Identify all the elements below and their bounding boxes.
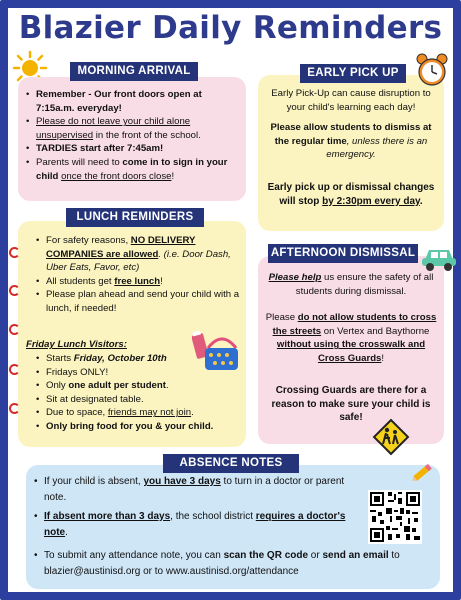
early-pick-up-text-3: Early pick up or dismissal changes will stop by 2:30pm every day. (267, 182, 435, 207)
morning-arrival-header: MORNING ARRIVAL (70, 62, 198, 81)
list-item: • Please do not leave your child alone unsupervised in the front of the school. (26, 115, 242, 142)
list-item: • All students get free lunch! (36, 275, 242, 289)
early-pick-up-header: EARLY PICK UP (300, 64, 406, 83)
qr-code-icon[interactable] (368, 490, 422, 544)
hook-icon (9, 247, 20, 258)
lunch-box-icon (192, 326, 240, 372)
pencil-icon (409, 458, 437, 486)
alarm-clock-icon (414, 52, 450, 88)
list-item: • TARDIES start after 7:45am! (26, 142, 242, 156)
lunch-visitors-heading: Friday Lunch Visitors: (26, 339, 127, 350)
car-icon (421, 242, 457, 272)
list-item: • If absent more than 3 days, the school district requires a doctor's note. (34, 509, 356, 540)
hook-icon (9, 364, 20, 375)
list-item: • Due to space, friends may not join. (36, 406, 242, 420)
crossing-sign-icon (371, 417, 411, 457)
list-item: • Fridays ONLY! (36, 366, 242, 380)
page-title: Blazier Daily Reminders (18, 10, 443, 46)
list-item: • Please plan ahead and send your child with a lunch, if needed! (36, 288, 242, 315)
lunch-list (36, 234, 242, 316)
morning-arrival-list (26, 88, 242, 183)
early-pick-up-text-2: Please allow students to dismiss at the regular time, unless there is an emergency. (270, 122, 432, 161)
absence-notes-header: ABSENCE NOTES (163, 454, 299, 473)
afternoon-text-2: Please do not allow students to cross the streets on Vertex and Baythorne without using the crosswalk and Cross Guards! (265, 312, 437, 364)
list-item: • Only bring food for you & your child. (36, 420, 242, 434)
list-item: • Parents will need to come in to sign in your child once the front doors close! (26, 156, 242, 183)
list-item: • To submit any attendance note, you can scan the QR code or send an email to blazier@austinisd.org or to www.austinisd.org/attendance (34, 548, 434, 579)
absence-list-submit (34, 548, 434, 579)
hook-icon (9, 285, 20, 296)
afternoon-text-1: Please help us ensure the safety of all students during dismissal. (268, 272, 434, 297)
list-item: • Remember - Our front doors open at 7:15a.m. everyday! (26, 88, 242, 115)
list-item: • For safety reasons, NO DELIVERY COMPANIES are allowed. (i.e. Door Dash, Uber Eats, Favor, etc) (36, 234, 242, 275)
list-item: • Only one adult per student. (36, 379, 242, 393)
list-item: • Sit at designated table. (36, 393, 242, 407)
afternoon-dismissal-header: AFTERNOON DISMISSAL (268, 244, 418, 263)
early-pick-up-text-1: Early Pick-Up can cause disruption to your child's learning each day! (271, 88, 431, 113)
absence-list (34, 474, 356, 540)
lunch-reminders-header: LUNCH REMINDERS (66, 208, 204, 227)
hook-icon (9, 324, 20, 335)
list-item: • If your child is absent, you have 3 days to turn in a doctor or parent note. (34, 474, 356, 505)
hook-icon (9, 403, 20, 414)
list-item: • Starts Friday, October 10th (36, 352, 242, 366)
afternoon-text-3: Crossing Guards are there for a reason to make sure your child is safe! (271, 385, 431, 424)
